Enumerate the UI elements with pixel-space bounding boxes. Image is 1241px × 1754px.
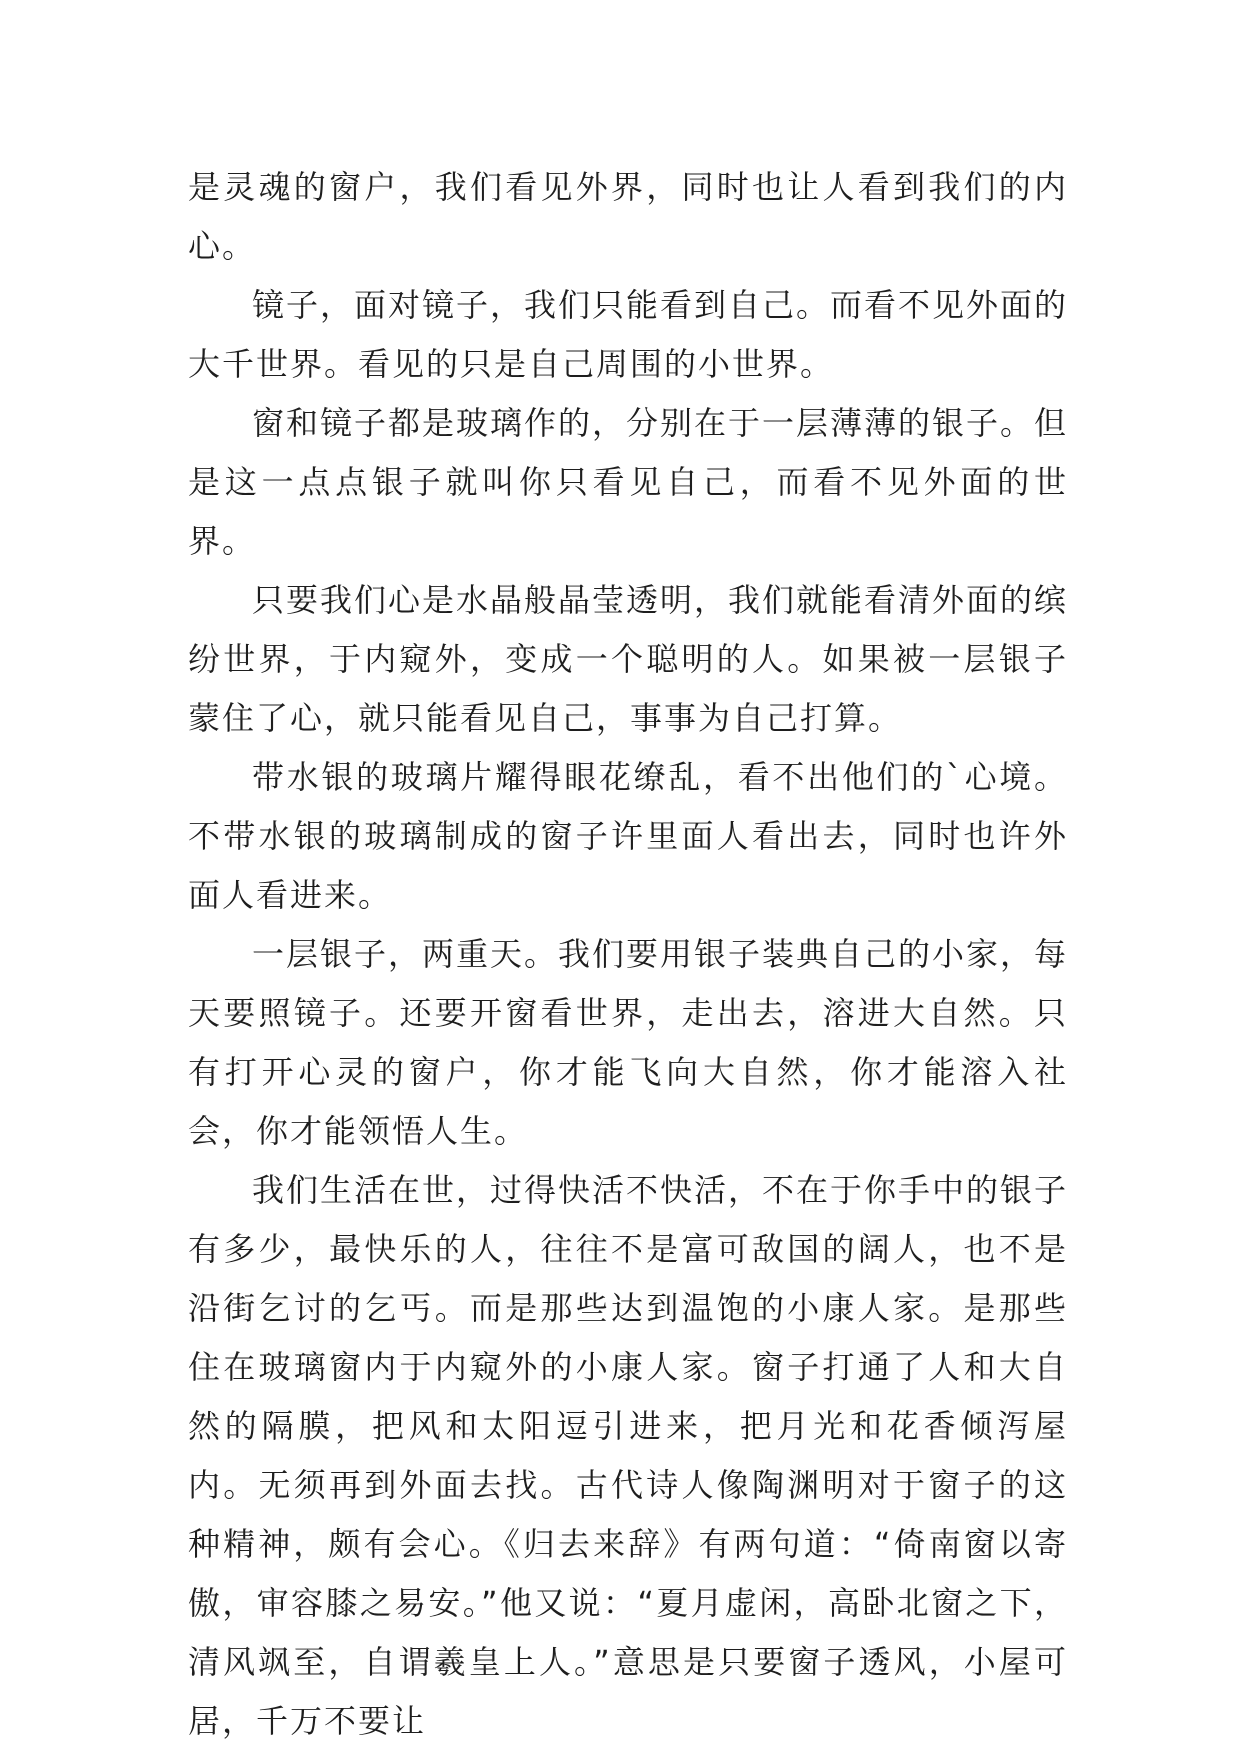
paragraph-3: 窗和镜子都是玻璃作的，分别在于一层薄薄的银子。但是这一点点银子就叫你只看见自己，而看不见外面的世界。 [188,404,1069,560]
paragraph-5: 带水银的玻璃片耀得眼花缭乱，看不出他们的`心境。不带水银的玻璃制成的窗子许里面人看出去，同时也许外面人看进来。 [188,758,1068,914]
paragraph-4: 只要我们心是水晶般晶莹透明，我们就能看清外面的缤纷世界，于内窥外，变成一个聪明的人。如果被一层银子蒙住了心，就只能看见自己，事事为自己打算。 [188,581,1069,737]
paragraph-1: 是灵魂的窗户，我们看见外界，同时也让人看到我们的内心。 [188,168,1068,265]
paragraph-6: 一层银子，两重天。我们要用银子装典自己的小家，每天要照镜子。还要开窗看世界，走出去，溶进大自然。只有打开心灵的窗户，你才能飞向大自然，你才能溶入社会，你才能领悟人生。 [188,935,1069,1150]
essay-body [188,158,1068,1751]
paragraph-2: 镜子，面对镜子，我们只能看到自己。而看不见外面的大千世界。看见的只是自己周围的小世界。 [188,286,1069,383]
paragraph-7: 我们生活在世，过得快活不快活，不在于你手中的银子有多少，最快乐的人，往往不是富可敌国的阔人，也不是沿街乞讨的乞丐。而是那些达到温饱的小康人家。是那些住在玻璃窗内于内窥外的小康人家。窗子打通了人和大自然的隔膜，把风和太阳逗引进来，把月光和花香倾泻屋内。无须再到外面去找。古代诗人像陶渊明对于窗子的这种精神，颇有会心。《归去来辞》有两句道：“倚南窗以寄傲，审容膝之易安。”他又说：“夏月虚闲，高卧北窗之下，清风飒至，自谓羲皇上人。”意思是只要窗子透风，小屋可居，千万不要让 [188,1171,1069,1740]
